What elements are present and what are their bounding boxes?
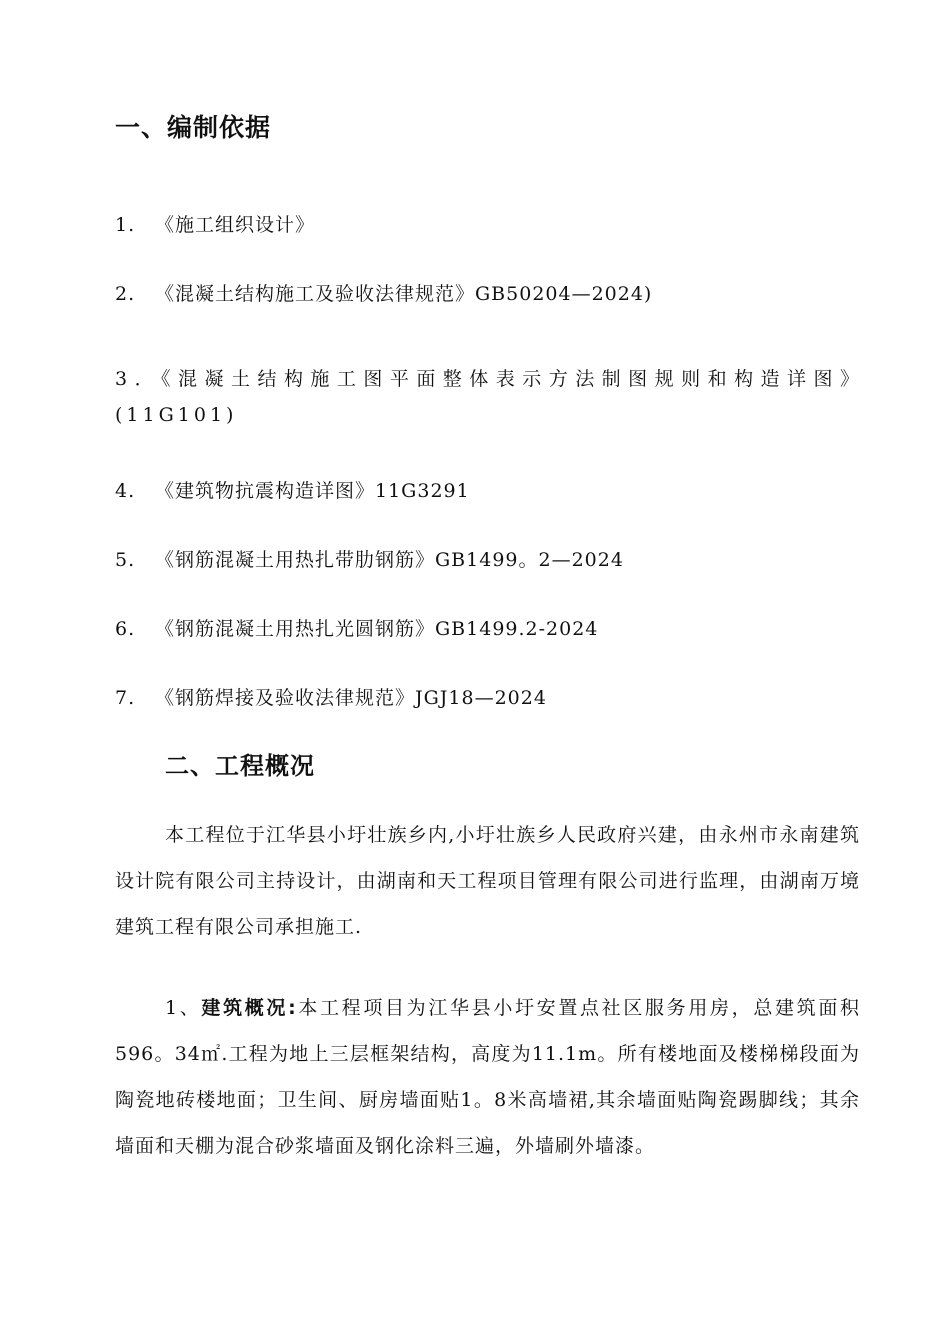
section-heading-basis: 一、编制依据 (115, 113, 272, 142)
reference-number: 3． (115, 368, 162, 390)
reference-number: 2. (115, 283, 136, 305)
reference-item-3 (115, 347, 860, 411)
reference-item-6 (115, 614, 598, 641)
reference-number: 1. (115, 214, 136, 236)
section-heading-overview: 二、工程概况 (165, 752, 315, 780)
reference-text: 《钢筋焊接及验收法律规范》JGJ18—2024 (155, 687, 547, 709)
reference-number: 6. (115, 618, 136, 640)
reference-text: 《钢筋混凝土用热扎光圆钢筋》GB1499.2-2024 (155, 618, 599, 640)
reference-item-7 (115, 683, 547, 710)
reference-number: 4. (115, 480, 136, 502)
reference-text: 《施工组织设计》 (155, 214, 316, 236)
reference-text: 《钢筋混凝土用热扎带肋钢筋》GB1499。2—2024 (155, 549, 624, 571)
building-overview-paragraph (115, 985, 860, 1169)
item-prefix: 1、 (165, 997, 202, 1019)
reference-item-2 (115, 279, 652, 306)
reference-item-1 (115, 210, 315, 237)
reference-item-5 (115, 545, 624, 572)
reference-item-3-code: (11G101) (115, 404, 238, 426)
reference-text: 《建筑物抗震构造详图》11G3291 (155, 480, 470, 502)
reference-item-4 (115, 476, 470, 503)
item-text: 本工程项目为江华县小圩安置点社区服务用房，总建筑面积596。34㎡.工程为地上三层框架结构，高度为11.1m。所有楼地面及楼梯梯段面为陶瓷地砖楼地面；卫生间、厨房墙面贴1。8米高墙裙,其余墙面贴陶瓷踢脚线；其余墙面和天棚为混合砂浆墙面及钢化涂料三遍，外墙刷外墙漆。 (115, 997, 860, 1157)
reference-text: 《混凝土结构施工及验收法律规范》GB50204—2024) (155, 283, 653, 305)
reference-number: 7. (115, 687, 136, 709)
reference-number: 5. (115, 549, 136, 571)
item-label: 建筑概况: (201, 997, 297, 1019)
overview-paragraph: 本工程位于江华县小圩壮族乡内,小圩壮族乡人民政府兴建，由永州市永南建筑设计院有限公司主持设计，由湖南和天工程项目管理有限公司进行监理，由湖南万境建筑工程有限公司承担施工. (115, 824, 860, 938)
reference-text: 《混凝土结构施工图平面整体表示方法制图规则和构造详图》 (161, 368, 860, 390)
